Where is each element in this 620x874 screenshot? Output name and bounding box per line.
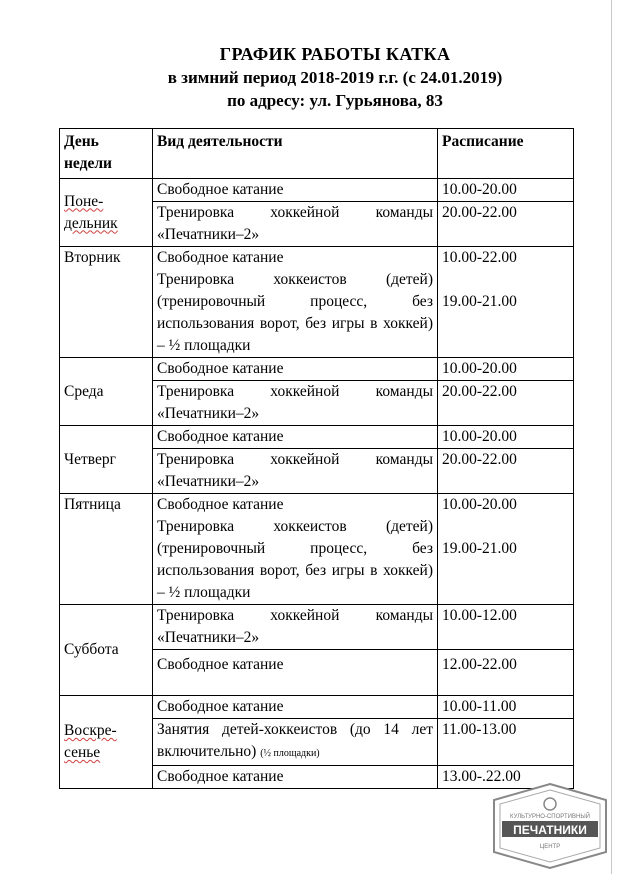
header-activity: Вид деятельности xyxy=(153,129,438,179)
document-header xyxy=(0,42,620,112)
time-1: 10.00-22.00 xyxy=(442,249,517,266)
time-cell: 10.00-11.00 xyxy=(438,696,574,719)
time-2: 19.00-21.00 xyxy=(442,293,517,310)
activity-line-2: Тренировка хоккеистов (детей) (тренировочный процесс, без использования ворот, без игры в хоккей) – ½ площадки xyxy=(157,271,433,354)
time-cell xyxy=(438,247,574,358)
time-cell: 10.00-20.00 xyxy=(438,358,574,381)
activity-cell: Свободное катание xyxy=(153,426,438,449)
pechatniki-logo xyxy=(490,782,610,870)
day-cell-saturday: Суббота xyxy=(60,605,153,696)
day-cell-thursday: Четверг xyxy=(60,426,153,494)
activity-cell: Тренировка хоккейной команды «Печатники–2» xyxy=(153,202,438,247)
table-row xyxy=(60,494,574,605)
time-cell: 20.00-22.00 xyxy=(438,449,574,494)
activity-cell: Свободное катание xyxy=(153,766,438,789)
activity-cell: Свободное катание xyxy=(153,650,438,696)
title-line-2: в зимний период 2018-2019 г.г. (с 24.01.2019) xyxy=(167,68,503,87)
activity-text: Занятия детей-хоккеистов (до 14 лет включительно) xyxy=(157,721,433,760)
time-cell: 20.00-22.00 xyxy=(438,381,574,426)
activity-line-1: Свободное катание xyxy=(157,249,284,266)
day-cell-tuesday: Вторник xyxy=(60,247,153,358)
time-cell: 10.00-12.00 xyxy=(438,605,574,650)
activity-cell: Тренировка хоккейной команды «Печатники–2» xyxy=(153,605,438,650)
logo-name: ПЕЧАТНИКИ xyxy=(513,823,587,837)
activity-cell: Свободное катание xyxy=(153,358,438,381)
time-2: 19.00-21.00 xyxy=(442,540,517,557)
table-row xyxy=(60,426,574,449)
time-cell: 12.00-22.00 xyxy=(438,650,574,696)
day-cell-friday: Пятница xyxy=(60,494,153,605)
activity-cell: Тренировка хоккейной команды «Печатники–2» xyxy=(153,449,438,494)
time-cell: 20.00-22.00 xyxy=(438,202,574,247)
title-line-3: по адресу: ул. Гурьянова, 83 xyxy=(227,91,443,110)
logo-bottom-text: ЦЕНТР xyxy=(539,844,561,850)
day-monday-line2: дельник xyxy=(64,214,118,232)
activity-cell xyxy=(153,494,438,605)
activity-cell: Свободное катание xyxy=(153,179,438,202)
activity-cell xyxy=(153,247,438,358)
header-day-line2: недели xyxy=(64,155,112,172)
title-line-1: ГРАФИК РАБОТЫ КАТКА xyxy=(219,44,451,64)
table-row xyxy=(60,179,574,202)
day-cell-wednesday: Среда xyxy=(60,358,153,426)
day-monday-line1: Поне- xyxy=(64,192,104,210)
activity-note: (½ площадки) xyxy=(260,748,320,759)
table-row xyxy=(60,605,574,650)
time-cell xyxy=(438,494,574,605)
time-cell: 10.00-20.00 xyxy=(438,426,574,449)
logo-arc-text: КУЛЬТУРНО-СПОРТИВНЫЙ xyxy=(510,814,590,820)
table-header-row xyxy=(60,129,574,179)
header-schedule: Расписание xyxy=(438,129,574,179)
table-row xyxy=(60,247,574,358)
day-sunday-line1: Воскре- xyxy=(64,722,117,739)
header-day xyxy=(60,129,153,179)
time-1: 10.00-20.00 xyxy=(442,496,517,513)
activity-line-1: Свободное катание xyxy=(157,496,284,513)
activity-cell: Свободное катание xyxy=(153,696,438,719)
time-cell: 13.00-.22.00 xyxy=(438,766,574,789)
day-cell-sunday xyxy=(60,696,153,789)
day-sunday-line2: сенье xyxy=(64,744,101,761)
header-day-line1: День xyxy=(64,133,99,150)
schedule-table xyxy=(59,128,574,789)
time-cell: 11.00-13.00 xyxy=(438,719,574,766)
day-cell-monday xyxy=(60,179,153,247)
table-row xyxy=(60,358,574,381)
page-edge xyxy=(611,0,612,874)
activity-cell: Тренировка хоккейной команды «Печатники–2» xyxy=(153,381,438,426)
time-cell: 10.00-20.00 xyxy=(438,179,574,202)
table-row xyxy=(60,696,574,719)
activity-line-2: Тренировка хоккеистов (детей) (тренировочный процесс, без использования ворот, без игры в хоккей) – ½ площадки xyxy=(157,518,433,601)
activity-cell xyxy=(153,719,438,766)
